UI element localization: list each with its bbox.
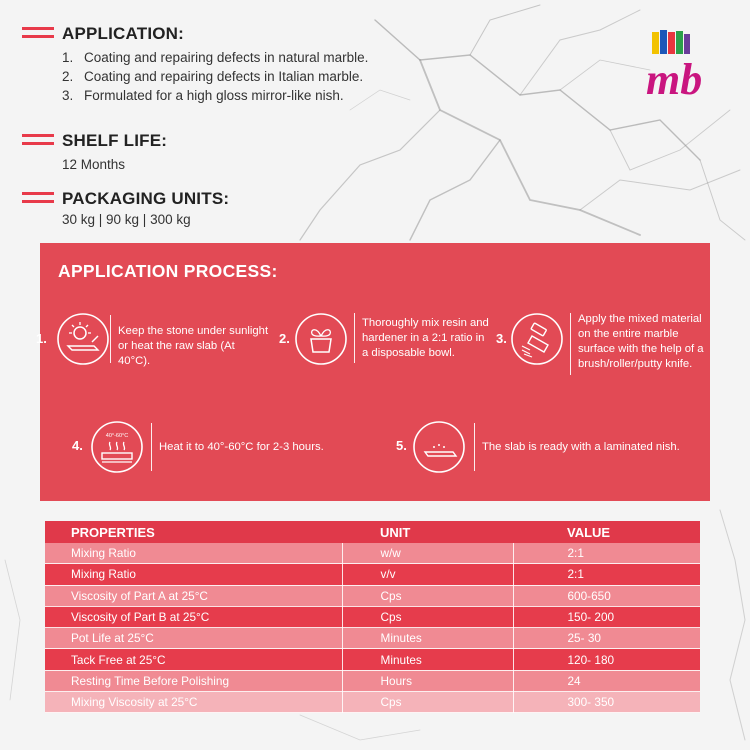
value-cell: 25- 30 xyxy=(513,628,700,649)
unit-cell: v/v xyxy=(342,564,513,585)
property-cell: Viscosity of Part B at 25°C xyxy=(45,606,342,627)
column-header: VALUE xyxy=(513,521,700,543)
section-marker-icon xyxy=(22,27,54,38)
table-row xyxy=(45,649,700,670)
divider xyxy=(570,313,571,375)
putty-knife-icon xyxy=(510,312,564,366)
step-description: Thoroughly mix resin and hardener in a 2:1 ratio in a disposable bowl. xyxy=(362,317,489,359)
unit-cell: Hours xyxy=(342,670,513,691)
list-item: 3. Formulated for a high gloss mirror-like nish. xyxy=(62,88,344,103)
unit-cell: Cps xyxy=(342,585,513,606)
list-item: 1. Coating and repairing defects in natural marble. xyxy=(62,50,369,65)
application-title: APPLICATION: xyxy=(62,24,185,43)
step-description: Apply the mixed material on the entire marble surface with the help of a brush/roller/putty knife. xyxy=(578,313,704,370)
step-number: 2. xyxy=(279,331,290,346)
section-marker-icon xyxy=(22,134,54,145)
table-row xyxy=(45,543,700,564)
laminated-slab-icon xyxy=(412,420,466,474)
sun-heat-slab-icon xyxy=(56,312,110,366)
property-cell: Mixing Viscosity at 25°C xyxy=(45,692,342,713)
step-description: Keep the stone under sunlight or heat the raw slab (At 40°C). xyxy=(118,325,269,367)
shelf-life-title: SHELF LIFE: xyxy=(62,131,168,150)
property-cell: Mixing Ratio xyxy=(45,564,342,585)
application-list xyxy=(62,48,368,105)
step-number: 3. xyxy=(496,331,507,346)
step-description: The slab is ready with a laminated nish. xyxy=(482,441,680,453)
divider xyxy=(110,315,111,363)
divider xyxy=(354,313,355,363)
table-row xyxy=(45,564,700,585)
property-cell: Mixing Ratio xyxy=(45,543,342,564)
svg-text:40°-60°C: 40°-60°C xyxy=(105,433,129,439)
unit-cell: w/w xyxy=(342,543,513,564)
svg-text:mb: mb xyxy=(646,55,703,104)
value-cell: 2:1 xyxy=(513,543,700,564)
properties-table xyxy=(45,521,700,713)
divider xyxy=(474,423,475,471)
unit-cell: Cps xyxy=(342,692,513,713)
unit-cell: Minutes xyxy=(342,628,513,649)
list-item: 2. Coating and repairing defects in Italian marble. xyxy=(62,69,364,84)
step-number: 1. xyxy=(36,331,47,346)
mixing-bowl-icon xyxy=(294,312,348,366)
step-description: Heat it to 40°-60°C for 2-3 hours. xyxy=(159,441,324,453)
table-row xyxy=(45,692,700,713)
value-cell: 150- 200 xyxy=(513,606,700,627)
column-header: PROPERTIES xyxy=(45,521,342,543)
step-number: 4. xyxy=(72,438,83,453)
unit-cell: Cps xyxy=(342,606,513,627)
unit-cell: Minutes xyxy=(342,649,513,670)
packaging-value: 30 kg | 90 kg | 300 kg xyxy=(62,212,191,227)
table-header-row xyxy=(45,521,700,543)
value-cell: 120- 180 xyxy=(513,649,700,670)
value-cell: 300- 350 xyxy=(513,692,700,713)
section-marker-icon xyxy=(22,192,54,203)
table-row xyxy=(45,670,700,691)
property-cell: Resting Time Before Polishing xyxy=(45,670,342,691)
brand-logo-icon xyxy=(638,28,708,104)
application-process-panel xyxy=(36,243,710,501)
column-header: UNIT xyxy=(342,521,513,543)
shelf-life-value: 12 Months xyxy=(62,157,126,172)
property-cell: Tack Free at 25°C xyxy=(45,649,342,670)
value-cell: 2:1 xyxy=(513,564,700,585)
step-number: 5. xyxy=(396,438,407,453)
value-cell: 24 xyxy=(513,670,700,691)
table-row xyxy=(45,585,700,606)
property-cell: Pot Life at 25°C xyxy=(45,628,342,649)
process-title: APPLICATION PROCESS: xyxy=(58,261,278,281)
table-row xyxy=(45,606,700,627)
property-cell: Viscosity of Part A at 25°C xyxy=(45,585,342,606)
heating-slab-icon xyxy=(90,420,144,474)
divider xyxy=(151,423,152,471)
value-cell: 600-650 xyxy=(513,585,700,606)
packaging-title: PACKAGING UNITS: xyxy=(62,189,230,208)
table-row xyxy=(45,628,700,649)
